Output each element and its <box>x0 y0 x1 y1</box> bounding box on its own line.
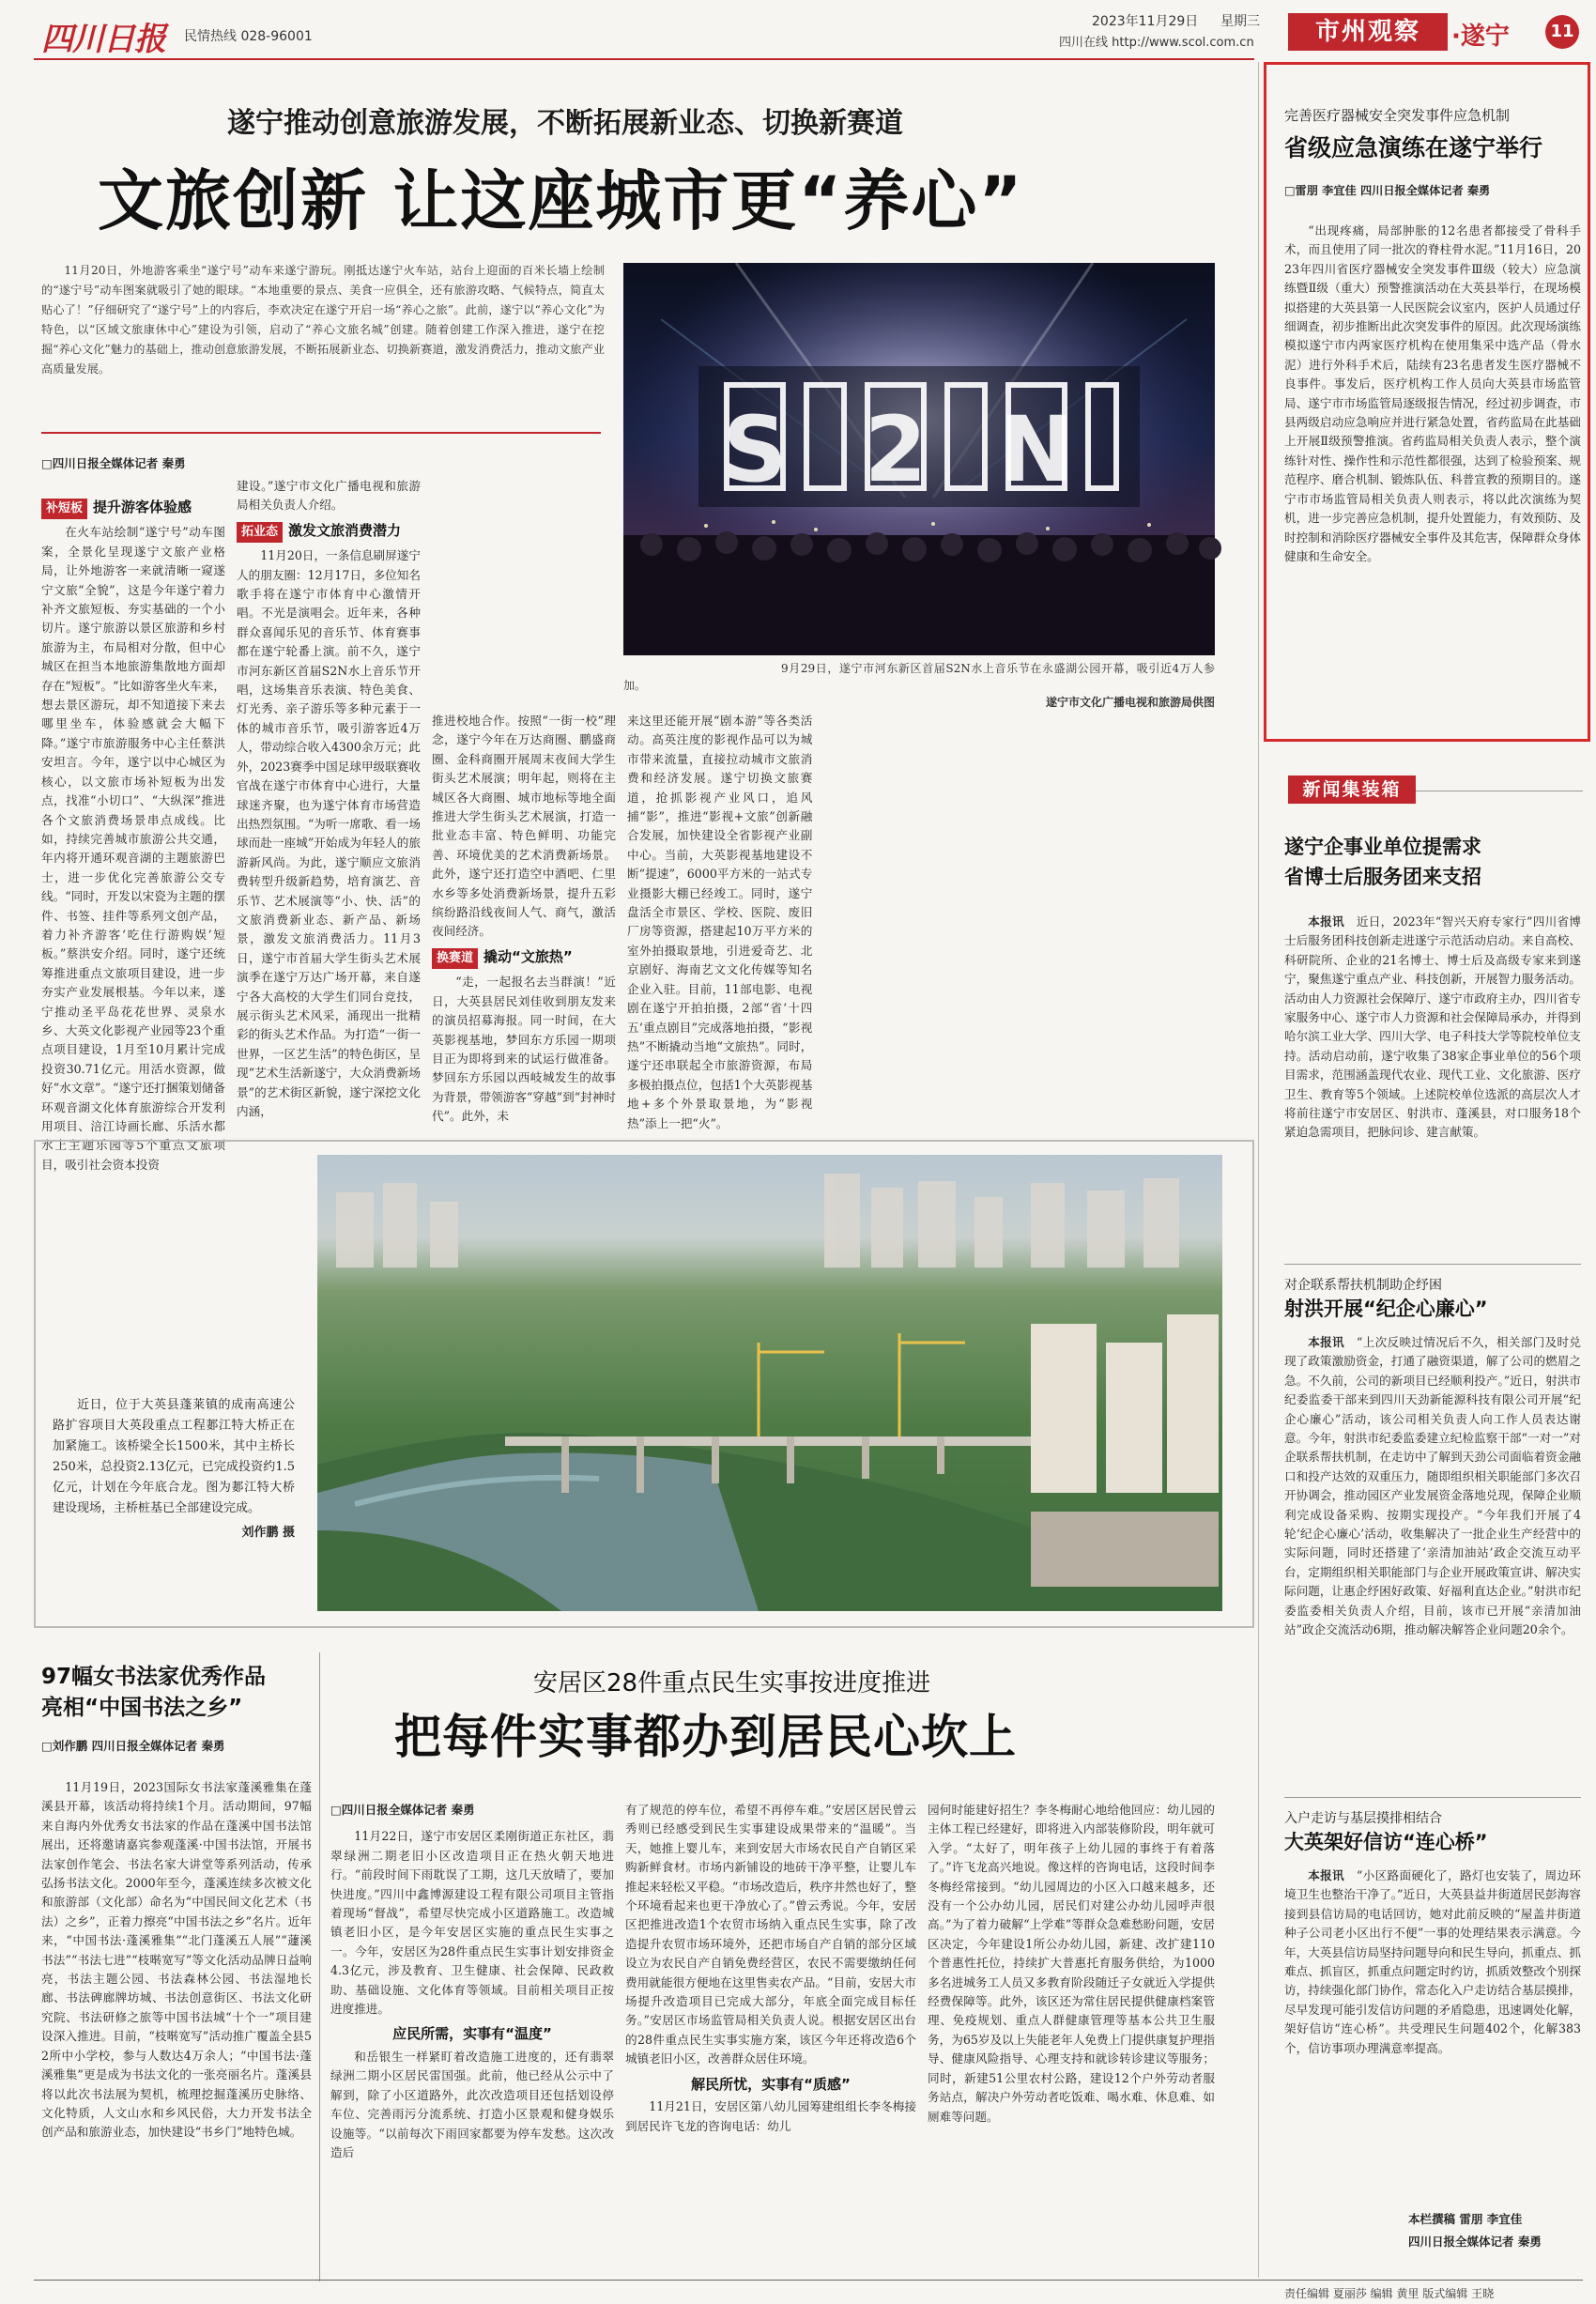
drill-body <box>1284 222 1581 717</box>
lead-col1-subhead <box>41 498 225 519</box>
footer-rule <box>34 2280 1583 2281</box>
lead-column-3 <box>432 712 616 1138</box>
stage-letter: S <box>722 397 788 502</box>
lead-col3-subhead <box>432 947 616 969</box>
news-item1-body <box>1284 913 1581 1260</box>
lead-col3-tag: 换赛道 <box>432 948 478 969</box>
bridge-photo-caption <box>53 1395 295 1544</box>
news-item1-text: 近日，2023年“智兴天府专家行”四川省博士后服务团科技创新走进遂宁示范活动启动。来自高校、科研院所、企业的21名博士、博士后及高级专家来到遂宁，聚焦遂宁重点产业、科技创新，开展智力服务活动。活动由人力资源社会保障厅、遂宁市政府主办，四川省专家服务中心、遂宁市人力资源和社会保障局承办，并得到哈尔滨工业大学、四川大学、电子科技大学等院校单位支持。活动启动前，遂宁收集了38家企事业单位的56个项目需求，范围涵盖现代农业、现代工业、文化旅游、医疗卫生、教育等5个领域。上述院校单位选派的高层次人才将前往遂宁市安居区、射洪市、蓬溪县，对口服务18个紧迫急需项目，把脉问诊、建言献策。 <box>1284 914 1582 1140</box>
news-item2-body <box>1284 1333 1581 1793</box>
news-item1-headline <box>1284 832 1481 892</box>
anju-col1-subtitle: 应民所需，实事有“温度” <box>392 2025 552 2043</box>
anju-col2-text: 有了规范的停车位，希望不再停车难。”安居区居民曾云秀则已经感受到民生实事建设成果带来的“温暖”。当天，她推上婴儿车，来到安居大市场农民自产自销区采购新鲜食材。市场内新铺设的地砖干净平整，让婴儿车推起来轻松又平稳。“市场改造后，秩序井然也好了，整个环境看起来也更干净放心了。”曾云秀说。今年，安居区把推进改造1个农贸市场纳入重点民生实事，除了改造提升农贸市场环境外，还把市场自产自销的部分区域设立为农民自产自销免费经营区，农民不需要缴纳任何费用就能很方便地在这里售卖农产品。“目前，安居大市场提升改造项目已完成大部分，年底全面完成目标任务。”安居区市场监管局相关负责人说。根据安居区出台的28件重点民生实事实施方案，该区今年还将改造6个城镇老旧小区，改善群众居住环境。 <box>625 1803 916 2066</box>
anju-col2-subtitle: 解民所忧，实事有“质感” <box>691 2075 851 2093</box>
footer-editors: 责任编辑 夏丽莎 编辑 黄里 版式编辑 王晓 <box>1284 2287 1495 2300</box>
lead-column-2 <box>237 477 421 1138</box>
lead-col2-tag: 拓业态 <box>237 522 283 543</box>
drill-text: “出现疼痛，局部肿胀的12名患者都接受了骨科手术，而且使用了同一批次的脊柱骨水泥。”11月16日，2023年四川省医疗器械安全突发事件Ⅲ级（较大）应急演练暨Ⅱ级（重大）预警推演活动在大英县举行，在现场模拟搭建的大英县第一人民医院会议室内，医护人员通过仔细调查，初步推断出此次突发事件的原因。此次现场演练模拟遂宁市内两家医疗机构在使用集采中选产品（骨水泥）进行外科手术后，陆续有23名患者发生医疗器械不良事件。事发后，医疗机构工作人员向大英县市场监管局、遂宁市市场监管局逐级报告情况，经过初步调查，市县两级启动应急响应并进行紧急处置，省药监局在此基础上开展Ⅱ级预警推演。省药监局相关负责人表示，整个演练针对性、操作性和示范性都很强，达到了检验预案、规范程序、磨合机制、锻炼队伍、科普宣教的预期目的。遂宁市市场监管局相关负责人则表示，将以此次演练为契机，进一步完善应急机制，提升处置能力，有效预防、及时控制和消除医疗器械安全事件及其危害，保障群众身体健康和生命安全。 <box>1284 223 1581 563</box>
lead-col3-text2: “走，一起报名去当群演！”近日，大英县居民刘佳收到朋友发来的演员招募海报。同一时间，在大英影视基地，梦回东方乐园一期项目正为即将到来的试运行做准备。梦回东方乐园以西岐城发生的故事为背景，带领游客“穿越”到“封神时代”。此外，未 <box>432 975 616 1124</box>
bridge-caption-text: 近日，位于大英县蓬莱镇的成南高速公路扩容项目大英段重点工程郪江特大桥正在加紧施工。该桥梁全长1500米，其中主桥长250米，总投资2.13亿元，已完成投资约1.5亿元，计划在今年底合龙。图为郪江特大桥建设现场，主桥桩基已全部建设完成。 <box>53 1398 295 1515</box>
concert-stage-illustration <box>623 263 1215 655</box>
news-item1-lead: 本报讯 <box>1308 914 1344 929</box>
news-item3-body <box>1284 1866 1581 2195</box>
news-item3-text: “小区路面硬化了，路灯也安装了，周边环境卫生也整治干净了。”近日，大英县益井街道居民彭海容接到县信访局的电话回访，她对此前反映的“屋盖井街道种子公司老小区出行不便”一事的处理结果表示满意。今年，大英县信访局坚持问题导向和民生导向，抓重点、抓难点、抓盲区，抓重点问题定时约访，抓质效整改个别探访，持续强化部门协作，常态化入户走访结合基层摸排，尽早发现可能引发信访问题的矛盾隐患，迅速调处化解，架好信访“连心桥”。共受理民生问题402个，化解383个，信访事项办理满意率提高。 <box>1284 1868 1582 2055</box>
concert-photo-credit: 遂宁市文化广播电视和旅游局供图 <box>1045 696 1215 709</box>
news-item1-title-line2: 省博士后服务团来支招 <box>1284 866 1481 888</box>
lead-col2-top: 建设。”遂宁市文化广播电视和旅游局相关负责人介绍。 <box>237 479 421 513</box>
lead-intro-text: 11月20日，外地游客乘坐“遂宁号”动车来遂宁游玩。刚抵达遂宁火车站，站台上迎面的百米长墙上绘制的“遂宁号”动车图案就吸引了她的眼球。“本地重要的景点、美食一应俱全，还有旅游攻略、气候特点，简直太贴心了！”仔细研究了“遂宁号”上的内容后，李欢决定在遂宁开启一场“养心之旅”。此前，遂宁以“养心文化”为特色，以“区域文旅康休中心”建设为引领，启动了“养心文旅名城”创建。随着创建工作深入推进，遂宁在挖掘“养心文化”魅力的基础上，推动创意旅游发展，不断拓展新业态、切换新赛道，激发消费活力，推动文旅产业高质量发展。 <box>41 264 605 376</box>
lead-col1-tag: 补短板 <box>41 499 87 519</box>
bridge-photo-credit: 刘作鹏 摄 <box>241 1526 295 1540</box>
anju-col2-text2: 11月21日，安居区第八幼儿园筹建组组长李冬梅接到居民许飞龙的咨询电话：幼儿 <box>625 2099 916 2133</box>
anju-col1-text2: 和岳银生一样紧盯着改造施工进度的，还有翡翠绿洲二期小区居民雷国强。此前，他已经从公示中了解到，除了小区道路外，此次改造项目还包括划设停车位、完善雨污分流系统、打造小区景观和健身娱乐设施等。“以前每次下雨回家都要为停车发愁。这次改造后 <box>330 2049 614 2159</box>
lead-col2-text: 11月20日，一条信息刷屏遂宁人的朋友圈：12月17日，多位知名歌手将在遂宁市体育中心激情开唱。不光是演唱会。近年来，各种群众喜闻乐见的音乐节、体育赛事都在遂宁轮番上演。前不久，遂宁市河东新区首届S2N水上音乐节开唱，这场集音乐表演、特色美食、灯光秀、亲子游乐等多种元素于一体的城市音乐节，吸引游客近4万人，带动综合收入4300余万元；此外，2023赛季中国足球甲级联赛收官战在遂宁市体育中心进行，大量球迷齐聚，也为遂宁体育市场营造出热烈氛围。“为听一席歌、看一场球而赴一座城”开始成为年轻人的旅游新风尚。为此，遂宁顺应文旅消费转型升级新趋势，培育演艺、音乐节、艺术展演等“小、快、活”的文旅消费新业态、新产品、新场景，激发文旅消费活力。11月3日，遂宁市首届大学生街头艺术展演季在遂宁万达广场开幕，来自遂宁各大高校的大学生们同台竞技，展示街头艺术风采，涌现出一批精彩的街头艺术作品。为打造“一街一世界，一区艺生活”的特色街区，呈现“艺术生活新遂宁，大众消费新场景”的艺术街区新貌，遂宁深挖文化内涵， <box>237 548 421 1118</box>
lead-col1-subtitle: 提升游客体验感 <box>93 499 192 515</box>
calligraphy-divider <box>319 1652 320 2281</box>
anju-column-2 <box>625 1801 916 2278</box>
calligraphy-body <box>41 1778 312 2276</box>
news-item1-divider <box>1284 1264 1581 1265</box>
stage-letter: 2 <box>864 397 928 502</box>
news-item2-divider <box>1284 1797 1581 1798</box>
hotline: 民情热线 028-96001 <box>184 29 313 44</box>
news-item2-text: “上次反映过情况后不久，相关部门及时兑现了政策激励资金，打通了融资渠道，解了公司的燃眉之急。不久前，公司的新项目已经顺利投产。”近日，射洪市纪委监委干部来到四川天劲新能源科技有限公司开展“纪企心廉心”活动，该公司相关负责人向工作人员表达谢意。今年，射洪市纪委监委建立纪检监察干部“一对一”对企联系帮扶机制，在走访中了解到天劲公司面临着资金融口和投产达效的双重压力，随即组织相关职能部门多次召开协调会，推动园区产业发展资金落地兑现，保障企业顺利完成设备采购、按期实现投产。“今年我们开展了4轮‘纪企心廉心’活动，收集解决了一批企业生产经营中的实际问题，同时还搭建了‘亲清加油站’政企交流互动平台，定期组织相关职能部门与企业开展政策宣讲、解决实际问题，让惠企纾困好政策、好福利直达企业。”射洪市纪委监委相关负责人介绍，目前，该市已开展“亲清加油站”政企交流活动6期，推动解决解答企业问题20余个。 <box>1284 1335 1582 1637</box>
news-credit-1: 本栏撰稿 雷朋 李宜佳 <box>1408 2212 1523 2226</box>
anju-col3-text: 园何时能建好招生？李冬梅耐心地给他回应：幼儿园的主体工程已经建好，即将进入内部装修阶段，明年就可入学。“太好了，明年孩子上幼儿园的事终于有着落了。”许飞龙高兴地说。像这样的咨询电话，这段时间李冬梅经常接到。“幼儿园周边的小区入口越来越多，还没有一个公办幼儿园，居民们对建公办幼儿园呼声很高。”为了着力破解“上学难”等群众急难愁盼问题，安居区决定，今年建设1所公办幼儿园，新建、改扩建110个普惠性托位，持续扩大普惠托育服务供给，为1000多名进城务工人员又多教育阶段随迁子女就近入学提供经费保障等。此外，该区还为常住居民提供健康档案管理、免疫规划、重点人群健康管理等基本公共卫生服务，为65岁及以上失能老年人免费上门提供康复护理指导、健康风险指导、心理支持和就诊转诊建议等服务；同时，新建51公里农村公路，建设12个户外劳动者服务站点，解决户外劳动者吃饭难、喝水难、休息难、如厕难等问题。 <box>928 1803 1215 2124</box>
news-item2-kicker: 对企联系帮扶机制助企纾困 <box>1284 1278 1442 1293</box>
news-item3-headline: 大英架好信访“连心桥” <box>1284 1831 1488 1853</box>
drill-headline: 省级应急演练在遂宁举行 <box>1284 134 1543 161</box>
anju-headline: 把每件实事都办到居民心坎上 <box>394 1710 1017 1764</box>
drill-kicker: 完善医疗器械安全突发事件应急机制 <box>1284 107 1511 124</box>
calligraphy-byline: □刘作鹏 四川日报全媒体记者 秦勇 <box>41 1739 225 1753</box>
masthead <box>0 0 1596 58</box>
news-box-label <box>1288 776 1416 804</box>
news-item2-lead: 本报讯 <box>1308 1335 1344 1349</box>
lead-byline: □四川日报全媒体记者 秦勇 <box>41 456 186 470</box>
intro-rule <box>41 432 601 434</box>
news-item1-title-line1: 遂宁企事业单位提需求 <box>1284 836 1481 858</box>
calligraphy-title-line2: 亮相“中国书法之乡” <box>41 1696 243 1720</box>
bridge-photo <box>317 1155 1222 1611</box>
news-item3-kicker: 入户走访与基层摸排相结合 <box>1284 1811 1442 1826</box>
concert-photo <box>623 263 1215 655</box>
city-label: ·遂宁 <box>1451 23 1510 51</box>
anju-kicker: 安居区28件重点民生实事按进度推进 <box>533 1669 931 1697</box>
anju-col1-text: 11月22日，遂宁市安居区柔刚街道正东社区，翡翠绿洲二期老旧小区改造项目正在热火朝天地进行。“前段时间下雨耽误了工期，这几天放晴了，要加快进度。”四川中鑫博源建设工程有限公司项目主管指着现场“督战”，希望尽快完成小区道路施工。改造城镇老旧小区，是今年安居区实施的重点民生实事之一。今年，安居区为28件重点民生实事计划安排资金4.3亿元，涉及教育、卫生健康、社会保障、民政救助、基础设施、文化体育等领域。目前相关项目正按进度推进。 <box>330 1829 614 2017</box>
section-label: 市州观察 <box>1288 13 1448 51</box>
sidebar-divider <box>1258 62 1259 2278</box>
lead-kicker: 遂宁推动创意旅游发展，不断拓展新业态、切换新赛道 <box>227 107 903 140</box>
stage-letter: N <box>998 397 1075 502</box>
lead-col2-subtitle: 激发文旅消费潜力 <box>288 521 402 539</box>
paper-logo: 四川日报 <box>41 21 165 58</box>
lead-column-4 <box>627 712 1209 1138</box>
drill-byline: □雷朋 李宜佳 四川日报全媒体记者 秦勇 <box>1284 184 1491 197</box>
bridge-aerial-illustration <box>317 1155 1222 1611</box>
calligraphy-title-line1: 97幅女书法家优秀作品 <box>41 1665 267 1689</box>
lead-col2-subhead <box>237 521 421 543</box>
lead-col3-text: 推进校地合作。按照“一街一校”理念，遂宁今年在万达商圈、鹏盛商圈、金科商圈开展周末夜间大学生街头艺术展演；明年起，则将在主城区各大商圈、城市地标等地全面推进大学生街头艺术展演，打造一批业态丰富、特色鲜明、功能完善、环境优美的艺术消费新场景。此外，遂宁还打造空中酒吧、仁里水乡等多处消费新场景，提升五彩缤纷路沿线夜间人气、商气，激活夜间经济。 <box>432 714 616 939</box>
lead-col3-subtitle: 撬动“文旅热” <box>483 947 573 965</box>
anju-byline: □四川日报全媒体记者 秦勇 <box>330 1803 475 1817</box>
calligraphy-text: 11月19日，2023国际女书法家蓬溪雅集在蓬溪县开幕，该活动将持续1个月。活动期间，97幅来自海内外优秀女书法家的作品在蓬溪中国书法馆展出，还将邀请嘉宾参观蓬溪·中国书法馆，开展书法家创作笔会、书法名家大讲堂等系列活动，传承弘扬书法文化。2000年至今，蓬溪连续多次被文化和旅游部（文化部）命名为“中国民间文化艺术（书法）之乡”，正着力擦亮“中国书法之乡”名片。近年来，“中国书法·蓬溪雅集”“北门蓬溪五人展”“蘧溪书法”“书法七进”“枝啭宽写”等文化活动品牌日益响亮，书法主题公园、书法森林公园、书法湿地长廊、书法碑廊牌坊城、书法创意街区、书法文化研究院、书法研修之旅等中国书法城“十个一”项目建设深入推进。目前，“枝啭宽写”活动推广覆盖全县52所中小学校，参与人数达4万余人；“中国书法·蓬溪雅集”更是成为书法文化的一张亮丽名片。蓬溪县将以此次书法展为契机，梳理挖掘蓬溪历史脉络、文化特质，人文山水和乡风民俗，大力开发书法全创产品和旅游业态，加快建设“书乡门”地特色城。 <box>41 1780 312 2140</box>
issue-date: 2023年11月29日 <box>1092 14 1199 29</box>
concert-photo-caption <box>623 660 1215 711</box>
page-number: 11 <box>1545 15 1579 49</box>
lead-column-1 <box>41 492 225 1172</box>
concert-caption-text: 9月29日，遂宁市河东新区首届S2N水上音乐节在永盛湖公园开幕，吸引近4万人参加。 <box>623 662 1215 692</box>
news-box-label-text: 新闻集装箱 <box>1302 779 1402 800</box>
masthead-rule <box>34 58 1254 60</box>
news-item2-headline: 射洪开展“纪企心廉心” <box>1284 1298 1488 1320</box>
news-credit-2: 四川日报全媒体记者 秦勇 <box>1408 2235 1542 2249</box>
lead-col4-text: 来这里还能开展“剧本游”等各类活动。高英注度的影视作品可以为城市带来流量，直接拉动城市文旅消费和经济发展。遂宁切换文旅赛道，抢抓影视产业风口，追风捕“影”，推进“影视+文旅”创新融合发展，加快建设全省影视产业副中心。当前，大英影视基地建设不断“提速”，6000平方米的一站式专业摄影大棚已经竣工。同时，遂宁盘活全市景区、学校、医院、废旧厂房等资源，搭建起10万平方米的室外拍摄取景地，引进爱奇艺、北京剧好、海南艺文文化传媒等知名企业入驻。目前，11部电影、电视剧在遂宁开拍拍摄，2部“省‘十四五’重点剧目”完成落地拍摄，“影视热”不断撬动当地“文旅热”。同时，遂宁还串联起全市旅游资源，布局多极拍摄点位，包括1个大英影视基地+多个外景取景地，为“影视热”添上一把“火”。 <box>627 714 813 1130</box>
lead-col1-text: 在火车站绘制“遂宁号”动车图案，全景化呈现遂宁文旅产业格局，让外地游客一来就清晰一窥遂宁文旅“全貌”，这是今年遂宁着力补齐文旅短板、夯实基础的一个小切片。遂宁旅游以景区旅游和乡村旅游为主，布局相对分散，但中心城区在担当本地旅游集散地方面却存在“短板”。“比如游客坐火车来，想去景区游玩，却不知道接下来去哪里坐车，体验感就会大幅下降。”遂宁市旅游服务中心主任蔡洪安坦言。今年，遂宁以中心城区为核心，以文旅市场补短板为出发点，找准“小切口”、“大纵深”推进各个文旅消费场景串点成线。比如，持续完善城市旅游公共交通，年内将开通环观音湖的主题旅游巴士，进一步优化完善旅游公交专线。“同时，开发以宋瓷为主题的摆件、书签、挂件等系列文创产品，着力补齐游客‘吃住行游购娱’短板。”蔡洪安介绍。同时，遂宁还统筹推进重点文旅项目建设，进一步夯实产业发展根基。今年以来，遂宁推动圣平岛花花世界、灵泉水乡、大英文化影视产业园等23个重点项目建设，1月至10月累计完成投资30.71亿元。用活水资源，做好“水文章”。“遂宁还打捆策划储备环观音湖文化体育旅游综合开发利用项目、涪江诗画长廊、乐活水都水上主题乐园等5个重点文旅项目，吸引社会资本投资 <box>41 525 225 1172</box>
website: 四川在线 http://www.scol.com.cn <box>1059 36 1254 50</box>
news-item3-lead: 本报讯 <box>1308 1868 1344 1882</box>
calligraphy-headline <box>41 1662 266 1724</box>
news-item1-paragraph <box>1284 913 1581 1143</box>
anju-column-1 <box>330 1801 614 2278</box>
anju-column-3 <box>928 1801 1215 2278</box>
news-item2-paragraph <box>1284 1333 1581 1640</box>
lead-intro <box>41 261 605 422</box>
news-item3-paragraph <box>1284 1866 1581 2058</box>
issue-weekday: 星期三 <box>1220 14 1260 29</box>
lead-headline: 文旅创新 让这座城市更“养心” <box>98 162 1024 239</box>
